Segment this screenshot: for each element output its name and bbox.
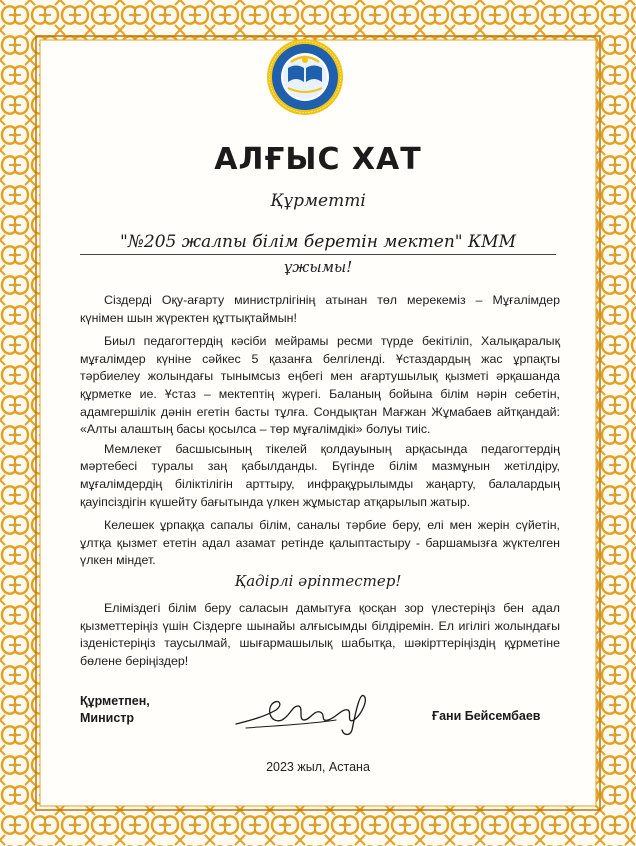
position-line: Министр — [80, 711, 135, 725]
paragraph-3: Мемлекет басшысының тікелей қолдауының арқасында педагогтердің мәртебесі туралы заң қабылданды. Бүгінде білім мазмұнын жетілдіру, мұғалімдердің біліктілігін арттыру, инфрақұрылымды жаңарту, балалардың қауіпсіздігін күшейту бағытында үлкен жұмыстар атқарылып жатыр. — [80, 441, 560, 509]
handwritten-signature — [232, 690, 382, 740]
date-place: 2023 жыл, Астана — [266, 760, 370, 774]
letter-body — [80, 292, 560, 576]
colleagues-heading: Қадірлі әріптестер! — [234, 572, 402, 590]
greeting: Құрметті — [270, 191, 366, 211]
document-title: АЛҒЫС ХАТ — [214, 142, 422, 177]
recipient-name: "№205 жалпы білім беретін мектеп" КММ — [80, 232, 556, 255]
paragraph-1: Сіздерді Оқу-ағарту министрлігінің атынан төл мерекеміз – Мұғалімдер күнімен шын жүректен құттықтаймын! — [80, 293, 560, 325]
ministry-emblem-icon — [266, 38, 344, 116]
paragraph-2: Биыл педагогтердің кәсіби мейрамы ресми түрде бекітіліп, Халықаралық мұғалімдер күніне сәйкес 5 қазанға белгіленді. Ұстаздардың жас ұрпақты тәрбиелеу жолындағы тынымсыз еңбегі мен ағартушылық қызметі әрқашанда құрметке ие. Ұстаз – мектептің жүрегі. Баланың бойына білім нәрін себетін, адамгершілік дәнін егетін басты тұлға. Сондықтан Мағжан Жұмабаев айтқандай: «Алты алаштың басы қосылса – төр мұғалімдікі» болуы тиіс. — [80, 334, 560, 437]
recipient-subtitle: ұжымы! — [283, 258, 353, 276]
closing-section — [80, 600, 560, 670]
signatory-title — [80, 693, 150, 727]
regards-line: Құрметпен, — [80, 694, 150, 708]
paragraph-4: Келешек ұрпаққа сапалы білім, саналы тәрбие беру, елі мен жерін сүйетін, ұлтқа қызмет ететін адал азамат ретінде қалыптастыру - баршамызға жүктелген үлкен міндет. — [80, 518, 560, 568]
signatory-name: Ғани Бейсембаев — [432, 709, 541, 723]
closing-paragraph: Еліміздегі білім беру саласын дамытуға қосқан зор үлестеріңіз бен адал қызметтеріңіз үшін Сіздерге шынайы алғысымды білдіремін. Ел игілігі жолындағы ізденістеріңіз таусылмай, шығармашылық шабытқа, шәкірттеріңіздің құрметіне бөлене беріңіздер! — [80, 601, 560, 668]
